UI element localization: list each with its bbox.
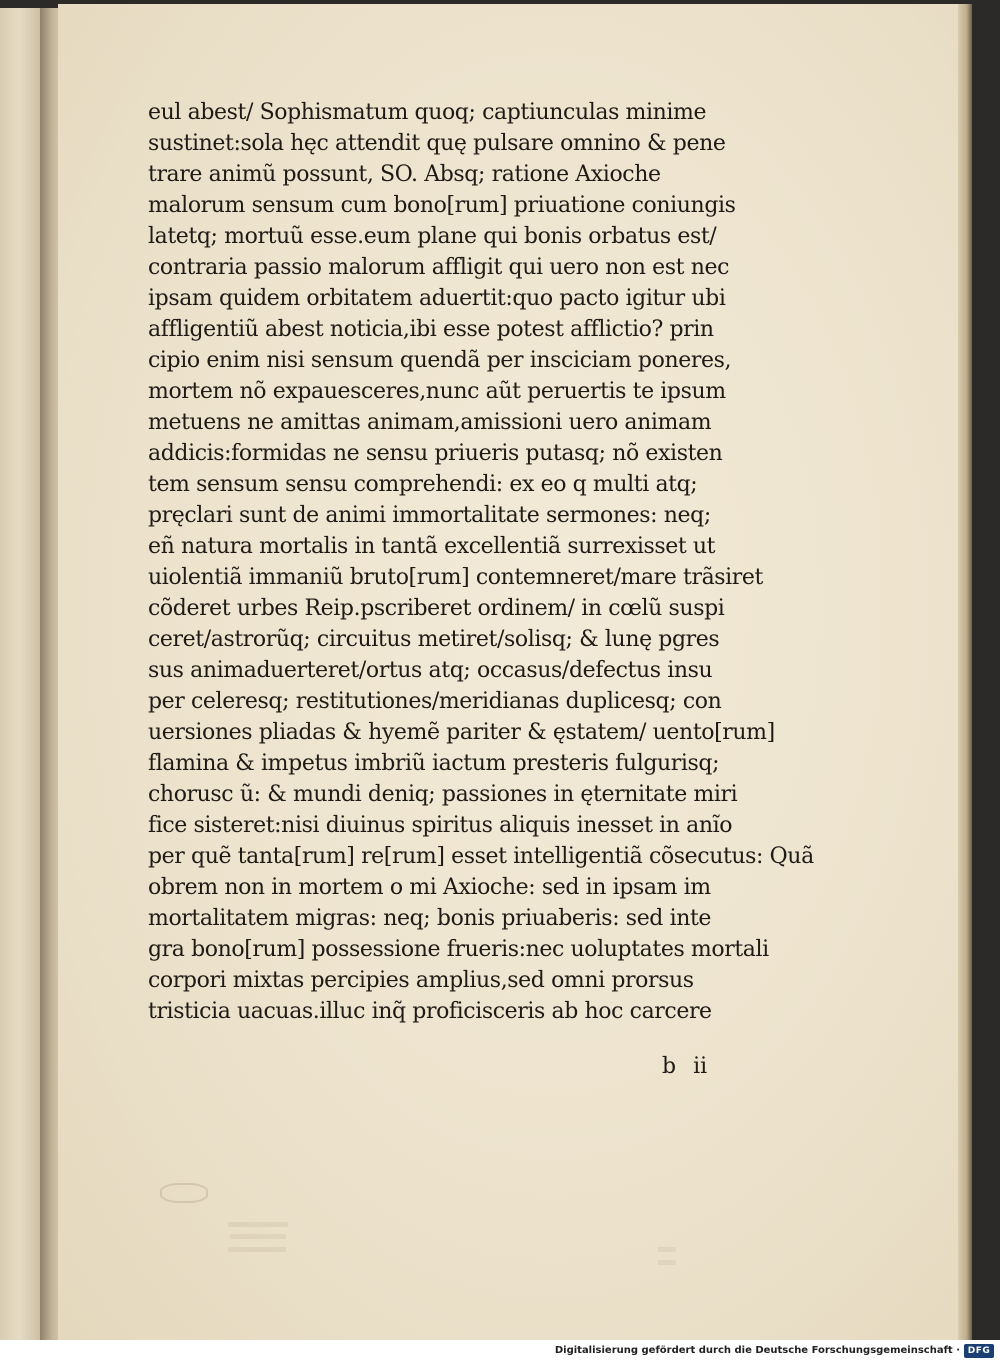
text-line: uersiones pliadas & hyemẽ pariter & ęstatem/ uento[rum] [148,720,775,745]
text-line: uiolentiã immaniũ bruto[rum] contemneret/mare trãsiret [148,565,763,590]
show-through-mark [658,1247,676,1252]
show-through-mark [230,1234,286,1239]
text-line: contraria passio malorum affligit qui uero non est nec [148,255,730,280]
text-line: per quẽ tanta[rum] re[rum] esset intelligentiã cõsecutus: Quã [148,844,814,869]
footer-bar [0,1340,1000,1363]
show-through-mark [228,1247,286,1252]
stain-mark [160,1183,208,1203]
text-line: tristicia uacuas.illuc inq̃ proficisceris ab hoc carcere [148,999,712,1024]
text-line: addicis:formidas ne sensu priueris putasq; nõ existen [148,441,723,466]
text-line: metuens ne amittas animam,amissioni uero animam [148,410,712,435]
text-line: sustinet:sola hęc attendit quę pulsare omnino & pene [148,131,726,156]
funding-credit: Digitalisierung gefördert durch die Deutsche Forschungsgemeinschaft · [554,1345,960,1356]
text-line: mortalitatem migras: neq; bonis priuaberis: sed inte [148,906,712,931]
text-line: pręclari sunt de animi immortalitate sermones: neq; [148,503,711,528]
dfg-logo: DFG [964,1344,994,1358]
text-line: flamina & impetus imbriũ iactum presteris fulgurisq; [148,751,720,776]
text-line: obrem non in mortem o mi Axioche: sed in ipsam im [148,875,711,900]
page-text [148,97,814,1027]
text-line: fice sisteret:nisi diuinus spiritus aliquis inesset in anĩo [148,813,733,838]
text-line: cipio enim nisi sensum quendã per insciciam poneres, [148,348,732,373]
text-line: tem sensum sensu comprehendi: ex eo q multi atq; [148,472,698,497]
text-line: chorusc ũ: & mundi deniq; passiones in ęternitate miri [148,782,738,807]
text-line: eul abest/ Sophismatum quoq; captiunculas minime [148,100,707,125]
right-page-edge [958,4,972,1340]
text-line: per celeresq; restitutiones/meridianas duplicesq; con [148,689,722,714]
text-line: affligentiũ abest noticia,ibi esse potest afflictio? prin [148,317,714,342]
text-line: latetq; mortuũ esse.eum plane qui bonis orbatus est/ [148,224,717,249]
text-line: ceret/astrorũq; circuitus metiret/solisq; & lunę pgres [148,627,720,652]
text-line: trare animũ possunt, SO. Absq; ratione Axioche [148,162,661,187]
signature-mark: b ii [662,1054,708,1079]
text-line: cõderet urbes Reip.pscriberet ordinem/ in cœlũ suspi [148,596,725,621]
text-line: sus animaduerteret/ortus atq; occasus/defectus insu [148,658,713,683]
text-line: malorum sensum cum bono[rum] priuatione coniungis [148,193,736,218]
text-line: mortem nõ expauesceres,nunc aũt peruertis te ipsum [148,379,726,404]
text-line: ipsam quidem orbitatem aduertit:quo pacto igitur ubi [148,286,726,311]
text-line: eñ natura mortalis in tantã excellentiã surrexisset ut [148,534,716,559]
show-through-mark [658,1260,676,1265]
show-through-mark [228,1222,288,1227]
text-line: gra bono[rum] possessione frueris:nec uoluptates mortali [148,937,769,962]
text-line: corpori mixtas percipies amplius,sed omni prorsus [148,968,694,993]
